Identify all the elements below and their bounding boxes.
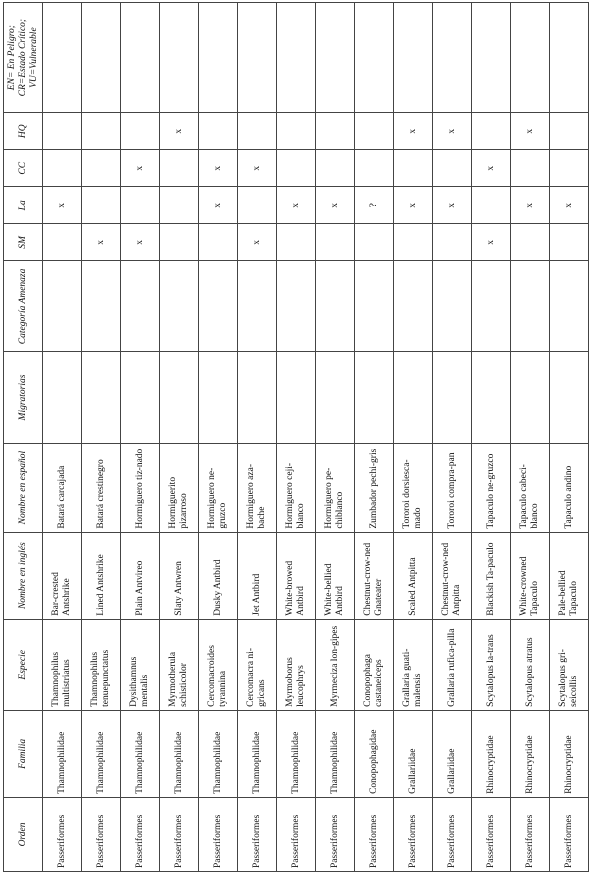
header-legend: EN= En Peligro; CR=Estado Crítico; VU=Vulnerable — [4, 3, 43, 113]
cell-la: x — [277, 187, 316, 224]
cell-legend-empty — [316, 3, 355, 113]
cell-migratorias — [43, 352, 82, 443]
cell-sm — [550, 224, 589, 261]
cell-la: x — [550, 187, 589, 224]
cell-categoria — [472, 261, 511, 352]
cell-especie: Conopophaga castaneiceps — [355, 619, 394, 710]
cell-familia: Grallariidae — [394, 710, 433, 797]
cell-la: x — [511, 187, 550, 224]
cell-sm: x — [121, 224, 160, 261]
table-row — [316, 3, 355, 872]
cell-especie: Myrmeciza lon-gipes — [316, 619, 355, 710]
cell-orden: Passeriformes — [199, 797, 238, 871]
cell-la: ? — [355, 187, 394, 224]
cell-familia: Rhinocryptidae — [472, 710, 511, 797]
cell-cc — [355, 150, 394, 187]
cell-legend-empty — [199, 3, 238, 113]
cell-especie: Grallaria guati-malensis — [394, 619, 433, 710]
cell-sm — [511, 224, 550, 261]
header-row — [4, 3, 43, 872]
cell-migratorias — [199, 352, 238, 443]
cell-migratorias — [277, 352, 316, 443]
cell-la: x — [199, 187, 238, 224]
header-orden: Orden — [4, 797, 43, 871]
table-row — [199, 3, 238, 872]
cell-especie: Cercomacroides tyrannina — [199, 619, 238, 710]
cell-nombre-ingles: Chestnut-crow-ned Gnateater — [355, 532, 394, 619]
cell-la: x — [43, 187, 82, 224]
cell-cc — [550, 150, 589, 187]
header-migratorias: Migratorias — [4, 352, 43, 443]
cell-hq — [82, 113, 121, 150]
cell-categoria — [199, 261, 238, 352]
header-nombre-espanol: Nombre en español — [4, 443, 43, 532]
cell-hq: x — [160, 113, 199, 150]
cell-nombre-ingles: Blackish Ta-paculo — [472, 532, 511, 619]
cell-hq — [355, 113, 394, 150]
cell-legend-empty — [238, 3, 277, 113]
header-familia: Familia — [4, 710, 43, 797]
header-la: La — [4, 187, 43, 224]
cell-la: x — [394, 187, 433, 224]
cell-categoria — [316, 261, 355, 352]
cell-familia: Thamnophilidae — [199, 710, 238, 797]
cell-migratorias — [394, 352, 433, 443]
cell-legend-empty — [277, 3, 316, 113]
cell-categoria — [511, 261, 550, 352]
cell-nombre-espanol: Batará carcajada — [43, 443, 82, 532]
cell-nombre-espanol: Zumbador pechi-gris — [355, 443, 394, 532]
cell-hq: x — [433, 113, 472, 150]
cell-migratorias — [355, 352, 394, 443]
cell-especie: Scytalopus gri-seicollis — [550, 619, 589, 710]
table-body — [43, 3, 589, 872]
cell-categoria — [394, 261, 433, 352]
cell-sm — [316, 224, 355, 261]
cell-migratorias — [238, 352, 277, 443]
cell-nombre-espanol: Hormiguero tiz-nado — [121, 443, 160, 532]
cell-especie: Cercomacra ni-gricans — [238, 619, 277, 710]
cell-legend-empty — [433, 3, 472, 113]
cell-migratorias — [121, 352, 160, 443]
cell-la — [160, 187, 199, 224]
cell-legend-empty — [43, 3, 82, 113]
header-cc: CC — [4, 150, 43, 187]
cell-nombre-espanol: Tororoi dorsiesca-mado — [394, 443, 433, 532]
cell-familia: Rhinocryptidae — [550, 710, 589, 797]
cell-especie: Thamnophilus multistriatus — [43, 619, 82, 710]
cell-hq: x — [394, 113, 433, 150]
cell-nombre-ingles: Dusky Antbird — [199, 532, 238, 619]
cell-migratorias — [82, 352, 121, 443]
cell-nombre-ingles: Jet Antbird — [238, 532, 277, 619]
cell-hq — [238, 113, 277, 150]
cell-categoria — [433, 261, 472, 352]
cell-familia: Thamnophilidae — [316, 710, 355, 797]
cell-legend-empty — [160, 3, 199, 113]
table-row — [82, 3, 121, 872]
cell-migratorias — [160, 352, 199, 443]
cell-legend-empty — [355, 3, 394, 113]
cell-cc — [43, 150, 82, 187]
cell-legend-empty — [472, 3, 511, 113]
cell-nombre-espanol: Hormiguerito pizarroso — [160, 443, 199, 532]
cell-familia: Thamnophilidae — [82, 710, 121, 797]
cell-la: x — [316, 187, 355, 224]
cell-nombre-ingles: White-bellied Antbird — [316, 532, 355, 619]
cell-especie: Myrmotherula schisticolor — [160, 619, 199, 710]
cell-familia: Thamnophilidae — [160, 710, 199, 797]
cell-cc — [433, 150, 472, 187]
table-row — [355, 3, 394, 872]
cell-hq — [199, 113, 238, 150]
cell-legend-empty — [121, 3, 160, 113]
cell-sm — [43, 224, 82, 261]
header-nombre-ingles: Nombre en inglés — [4, 532, 43, 619]
cell-nombre-espanol: Tapaculo cabeci-blanco — [511, 443, 550, 532]
cell-nombre-espanol: Hormiguero pe-chiblanco — [316, 443, 355, 532]
table-row — [43, 3, 82, 872]
cell-orden: Passeriformes — [472, 797, 511, 871]
cell-nombre-ingles: White-browed Antbird — [277, 532, 316, 619]
table-row — [160, 3, 199, 872]
cell-orden: Passeriformes — [160, 797, 199, 871]
cell-especie: Scytalopus la-trans — [472, 619, 511, 710]
cell-hq — [550, 113, 589, 150]
cell-categoria — [238, 261, 277, 352]
cell-nombre-espanol: Hormiguero ceji-blanco — [277, 443, 316, 532]
header-especie: Especie — [4, 619, 43, 710]
cell-nombre-ingles: White-crowned Tapaculo — [511, 532, 550, 619]
cell-la — [472, 187, 511, 224]
cell-migratorias — [433, 352, 472, 443]
cell-nombre-ingles: Lined Antshrike — [82, 532, 121, 619]
cell-sm: x — [472, 224, 511, 261]
cell-legend-empty — [550, 3, 589, 113]
cell-sm — [277, 224, 316, 261]
cell-hq: x — [511, 113, 550, 150]
cell-orden: Passeriformes — [238, 797, 277, 871]
table-row — [472, 3, 511, 872]
cell-sm — [160, 224, 199, 261]
cell-hq — [121, 113, 160, 150]
cell-migratorias — [316, 352, 355, 443]
cell-familia: Thamnophilidae — [238, 710, 277, 797]
cell-legend-empty — [394, 3, 433, 113]
cell-categoria — [82, 261, 121, 352]
cell-orden: Passeriformes — [511, 797, 550, 871]
cell-nombre-espanol: Tapaculo ne-gruzco — [472, 443, 511, 532]
cell-sm — [433, 224, 472, 261]
table-row — [511, 3, 550, 872]
cell-migratorias — [550, 352, 589, 443]
cell-especie: Myrmoborus leucophrys — [277, 619, 316, 710]
cell-especie: Grallaria rufica-pilla — [433, 619, 472, 710]
cell-cc — [82, 150, 121, 187]
cell-cc — [277, 150, 316, 187]
cell-cc — [316, 150, 355, 187]
cell-categoria — [160, 261, 199, 352]
cell-hq — [277, 113, 316, 150]
cell-sm — [355, 224, 394, 261]
cell-especie: Thamnophilus tenuepunctatus — [82, 619, 121, 710]
species-table — [3, 2, 589, 872]
cell-orden: Passeriformes — [355, 797, 394, 871]
cell-categoria — [355, 261, 394, 352]
cell-nombre-ingles: Pale-bellied Tapaculo — [550, 532, 589, 619]
table-row — [433, 3, 472, 872]
cell-cc: x — [472, 150, 511, 187]
cell-nombre-ingles: Chestnut-crow-ned Antpitta — [433, 532, 472, 619]
table-row — [121, 3, 160, 872]
cell-sm — [199, 224, 238, 261]
table-row — [394, 3, 433, 872]
cell-orden: Passeriformes — [394, 797, 433, 871]
cell-familia: Thamnophilidae — [277, 710, 316, 797]
cell-familia: Rhinocryptidae — [511, 710, 550, 797]
cell-la — [238, 187, 277, 224]
cell-categoria — [121, 261, 160, 352]
cell-cc: x — [238, 150, 277, 187]
table-row — [550, 3, 589, 872]
cell-nombre-espanol: Tapaculo andino — [550, 443, 589, 532]
cell-legend-empty — [82, 3, 121, 113]
cell-cc — [511, 150, 550, 187]
cell-migratorias — [472, 352, 511, 443]
header-categoria: Categoría Amenaza — [4, 261, 43, 352]
cell-sm: x — [82, 224, 121, 261]
cell-orden: Passeriformes — [433, 797, 472, 871]
cell-nombre-ingles: Scaled Antpitta — [394, 532, 433, 619]
cell-cc — [160, 150, 199, 187]
table-row — [277, 3, 316, 872]
cell-la — [121, 187, 160, 224]
cell-la — [82, 187, 121, 224]
cell-especie: Dysithamnus mentalis — [121, 619, 160, 710]
cell-hq — [43, 113, 82, 150]
cell-cc: x — [199, 150, 238, 187]
cell-orden: Passeriformes — [277, 797, 316, 871]
cell-nombre-ingles: Slaty Antwren — [160, 532, 199, 619]
cell-migratorias — [511, 352, 550, 443]
cell-nombre-espanol: Hormiguero aza-bache — [238, 443, 277, 532]
cell-orden: Passeriformes — [82, 797, 121, 871]
cell-familia: Thamnophilidae — [121, 710, 160, 797]
cell-familia: Conopophagidae — [355, 710, 394, 797]
cell-cc: x — [121, 150, 160, 187]
cell-hq — [316, 113, 355, 150]
cell-orden: Passeriformes — [316, 797, 355, 871]
cell-orden: Passeriformes — [121, 797, 160, 871]
cell-nombre-espanol: Tororoi compra-pan — [433, 443, 472, 532]
cell-familia: Grallariidae — [433, 710, 472, 797]
cell-orden: Passeriformes — [43, 797, 82, 871]
cell-nombre-ingles: Bar-crested Antshrike — [43, 532, 82, 619]
header-sm: SM — [4, 224, 43, 261]
cell-nombre-espanol: Batará crestinegro — [82, 443, 121, 532]
cell-la: x — [433, 187, 472, 224]
cell-cc — [394, 150, 433, 187]
cell-categoria — [550, 261, 589, 352]
cell-familia: Thamnophilidae — [43, 710, 82, 797]
cell-nombre-ingles: Plain Antvireo — [121, 532, 160, 619]
cell-hq — [472, 113, 511, 150]
cell-sm: x — [238, 224, 277, 261]
cell-especie: Scytalopus atratus — [511, 619, 550, 710]
header-hq: HQ — [4, 113, 43, 150]
cell-categoria — [43, 261, 82, 352]
cell-sm — [394, 224, 433, 261]
cell-nombre-espanol: Hormiguero ne-gruzco — [199, 443, 238, 532]
cell-categoria — [277, 261, 316, 352]
cell-orden: Passeriformes — [550, 797, 589, 871]
table-row — [238, 3, 277, 872]
cell-legend-empty — [511, 3, 550, 113]
